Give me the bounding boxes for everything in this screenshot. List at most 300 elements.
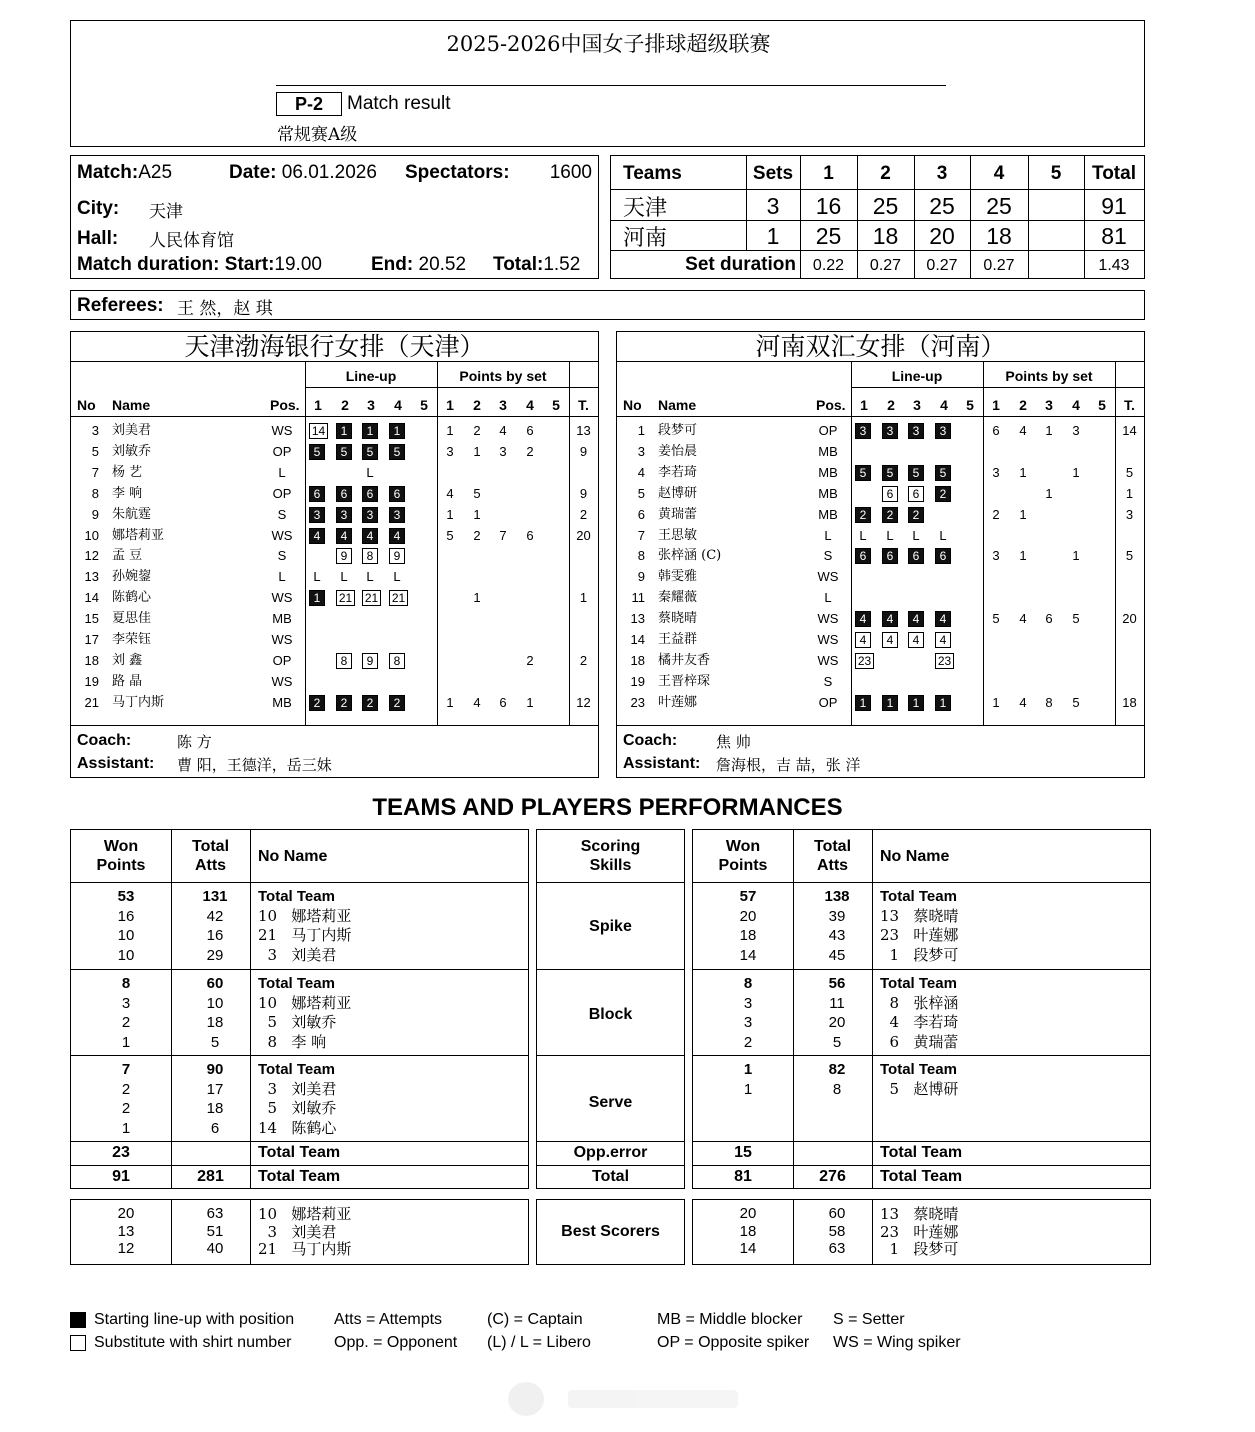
starting-position-box: 1: [336, 423, 352, 439]
player-no-name: 8 李 响: [258, 1032, 327, 1051]
total-atts-value: 90: [206, 1061, 224, 1078]
player-position: OP: [272, 486, 292, 501]
set-points: 5: [1072, 611, 1080, 626]
starting-position-box: 6: [389, 486, 405, 502]
player-no: 21: [84, 695, 99, 710]
substitute-number-box: 4: [935, 632, 951, 648]
won-points-value: 2: [121, 1100, 131, 1117]
legend-mb: MB = Middle blocker: [657, 1311, 803, 1328]
score-b-set2: 18: [872, 223, 899, 249]
player-total-points: 1: [1125, 486, 1134, 501]
libero-mark: L: [886, 528, 894, 543]
total-label: Total:: [493, 254, 544, 275]
substitute-number-box: 8: [336, 653, 352, 669]
col-set2: 2: [880, 163, 891, 184]
won-points-value: 2: [121, 1014, 131, 1031]
player-name: 王晋梓琛: [658, 674, 711, 689]
match-info-box: [70, 155, 599, 279]
player-no-name: 13 蔡晓晴: [880, 906, 959, 925]
team-b-col-name: Name: [658, 397, 697, 413]
team-a-lineup-header: Line-up: [345, 368, 397, 384]
player-no-name: 23 叶莲娜: [880, 926, 959, 944]
substitute-number-box: 14: [309, 423, 328, 439]
player-no: 6: [637, 507, 645, 522]
legend-opp: Opp. = Opponent: [334, 1334, 458, 1351]
starting-position-box: 6: [362, 486, 378, 502]
player-total-points: 9: [579, 444, 588, 459]
player-no: 8: [637, 548, 645, 563]
player-position: OP: [818, 423, 838, 438]
won-points-value: 53: [117, 888, 135, 905]
set-points: 1: [1045, 486, 1053, 501]
perf-a-points-header: Points: [96, 857, 146, 874]
starting-position-box: 2: [908, 507, 924, 523]
libero-mark: L: [393, 569, 401, 584]
won-points-value: 3: [121, 994, 131, 1012]
set-points: 4: [473, 695, 481, 710]
player-no: 9: [637, 569, 645, 584]
best-atts-value: 63: [206, 1205, 224, 1222]
starting-position-box: 2: [309, 695, 325, 711]
player-position: MB: [818, 486, 838, 501]
starting-position-box: 4: [389, 528, 405, 544]
starting-position-box: 5: [309, 444, 325, 460]
starting-position-box: 6: [855, 548, 871, 564]
player-no: 1: [637, 423, 645, 438]
skill-total: Total: [591, 1168, 630, 1185]
team-a-lineup-col1: 1: [314, 397, 322, 413]
player-name: 张梓涵 (C): [658, 548, 722, 563]
best-scorers-label-box: [536, 1199, 685, 1265]
player-position: L: [824, 528, 832, 543]
player-name: 娜塔莉亚: [112, 528, 165, 543]
perf-a-total-atts: 281: [197, 1168, 224, 1185]
player-no: 14: [84, 590, 99, 605]
total-atts-value: 18: [206, 1100, 224, 1117]
player-position: L: [278, 465, 286, 480]
player-total-points: 20: [576, 528, 591, 543]
score-b-set3: 20: [929, 223, 955, 249]
won-points-value: 8: [743, 975, 753, 992]
player-no-name: 5 赵博研: [880, 1079, 959, 1098]
team-b-lineup-col5: 5: [966, 397, 974, 413]
total-atts-value: 39: [828, 907, 846, 925]
won-points-value: 10: [117, 927, 135, 944]
player-name: 刘 鑫: [112, 653, 143, 668]
skill-spike: Spike: [589, 918, 632, 935]
best-scorers-team-b: [692, 1199, 1151, 1265]
total-value: 1.52: [543, 254, 581, 275]
starting-lineup-swatch: [70, 1312, 86, 1328]
score-a-set1: 16: [815, 193, 842, 219]
team-a-lineup-col3: 3: [367, 397, 375, 413]
set-points: 4: [499, 423, 507, 438]
player-position: WS: [271, 528, 293, 543]
player-total-points: 1: [579, 590, 588, 605]
referees-box: [70, 290, 1145, 320]
best-atts-value: 63: [828, 1240, 846, 1257]
player-position: WS: [817, 632, 839, 647]
player-total-points: 20: [1122, 611, 1137, 626]
set-points: 5: [1072, 695, 1080, 710]
perf-a-opperror-name: Total Team: [258, 1144, 341, 1161]
team-b-lineup-col2: 2: [887, 397, 895, 413]
substitute-swatch: [70, 1335, 86, 1351]
set-points: 4: [446, 486, 454, 501]
player-name: 夏思佳: [112, 611, 152, 626]
player-name: 叶莲娜: [658, 695, 698, 710]
starting-position-box: 2: [882, 507, 898, 523]
set-points: 3: [446, 444, 454, 459]
player-total-points: 12: [576, 695, 591, 710]
player-total-points: 5: [1125, 548, 1134, 563]
player-position: MB: [272, 611, 292, 626]
team-b-lineup-col1: 1: [860, 397, 868, 413]
substitute-number-box: 23: [935, 653, 954, 669]
player-no-name: 8 张梓涵: [880, 993, 959, 1012]
set-points: 1: [1019, 465, 1027, 480]
perf-b-total-name: Total Team: [880, 1168, 963, 1185]
team-a-points-col4: 4: [526, 397, 534, 413]
won-points-value: 1: [121, 1119, 131, 1137]
substitute-number-box: 23: [855, 653, 874, 669]
team-a-coach: 陈 方: [177, 733, 212, 751]
scoring-skills-column: [536, 829, 685, 1189]
best-atts-value: 51: [206, 1222, 224, 1240]
set-points: 8: [1045, 695, 1053, 710]
player-position: WS: [817, 569, 839, 584]
total-team-label: Total Team: [258, 975, 335, 992]
col-sets: Sets: [752, 163, 794, 184]
total-atts-value: 16: [206, 927, 224, 944]
player-name: 段梦可: [658, 423, 698, 438]
legend-libero: (L) / L = Libero: [487, 1334, 591, 1351]
player-name: 路 晶: [112, 674, 143, 689]
player-position: L: [278, 569, 286, 584]
libero-mark: L: [340, 569, 348, 584]
legend-ws: WS = Wing spiker: [833, 1334, 961, 1351]
player-position: WS: [271, 423, 293, 438]
duration-label: Match duration:: [77, 254, 220, 275]
player-no-name: 3 刘美君: [258, 945, 337, 964]
perf-a-won-header: Won: [103, 838, 139, 855]
starting-position-box: 1: [309, 590, 325, 606]
match-value: A25: [138, 162, 173, 183]
total-atts-value: 60: [206, 975, 224, 992]
match-label: Match:: [77, 162, 139, 183]
won-points-value: 2: [121, 1080, 131, 1098]
set-points: 1: [473, 590, 481, 605]
team-b-name: 河南双汇女排（河南）: [755, 332, 1006, 361]
starting-position-box: 4: [336, 528, 352, 544]
perf-a-total-name: Total Team: [258, 1168, 341, 1185]
starting-position-box: 1: [362, 423, 378, 439]
score-a-set2: 25: [872, 193, 899, 219]
best-atts-value: 58: [828, 1222, 846, 1240]
team-b-lineup-col3: 3: [913, 397, 921, 413]
player-total-points: 9: [579, 486, 588, 501]
set-points: 6: [499, 695, 507, 710]
spectators-value: 1600: [549, 162, 592, 183]
player-position: S: [277, 548, 287, 563]
team-b-points-col3: 3: [1045, 397, 1053, 413]
starting-position-box: 2: [362, 695, 378, 711]
substitute-number-box: 4: [908, 632, 924, 648]
legend-atts: Atts = Attempts: [334, 1311, 443, 1328]
score-sets-a: 3: [766, 193, 780, 219]
substitute-number-box: 9: [389, 548, 405, 564]
best-won-value: 12: [117, 1240, 135, 1257]
set-points: 1: [473, 444, 481, 459]
player-name: 孙婉鋆: [112, 569, 152, 584]
starting-position-box: 2: [336, 695, 352, 711]
total-atts-value: 45: [828, 946, 846, 964]
set-points: 2: [992, 507, 1000, 522]
team-b-coach: 焦 帅: [716, 733, 751, 751]
team-a-points-col3: 3: [499, 397, 507, 413]
total-atts-value: 18: [206, 1014, 224, 1031]
team-a-points-col2: 2: [473, 397, 481, 413]
starting-position-box: 6: [336, 486, 352, 502]
col-set3: 3: [936, 163, 948, 184]
best-player-no-name: 1 段梦可: [880, 1240, 959, 1258]
player-position: OP: [272, 653, 292, 668]
set-points: 1: [526, 695, 534, 710]
substitute-number-box: 4: [855, 632, 871, 648]
set-points: 1: [1019, 548, 1027, 563]
substitute-number-box: 6: [908, 486, 924, 502]
starting-position-box: 3: [855, 423, 871, 439]
set-points: 1: [992, 695, 1000, 710]
perf-a-total-won: 91: [112, 1168, 130, 1185]
starting-position-box: 1: [855, 695, 871, 711]
total-atts-value: 5: [210, 1033, 220, 1051]
player-total-points: 2: [579, 653, 588, 668]
starting-position-box: 6: [309, 486, 325, 502]
player-name: 赵博研: [658, 486, 698, 501]
performance-team-b: [692, 829, 1151, 1189]
team-a-col-total: T.: [578, 397, 589, 413]
substitute-number-box: 21: [362, 590, 381, 606]
total-atts-value: 138: [824, 888, 850, 905]
player-name: 刘敏乔: [112, 444, 152, 459]
starting-position-box: 6: [908, 548, 924, 564]
starting-position-box: 4: [855, 611, 871, 627]
hall-label: Hall:: [77, 228, 119, 249]
perf-b-total-atts: 276: [819, 1168, 846, 1185]
player-no-name: 10 娜塔莉亚: [258, 993, 352, 1012]
substitute-number-box: 4: [882, 632, 898, 648]
set-points: 6: [526, 423, 534, 438]
set-points: 3: [499, 444, 507, 459]
won-points-value: 3: [743, 994, 753, 1012]
starting-position-box: 2: [389, 695, 405, 711]
best-won-value: 20: [117, 1205, 135, 1222]
end-label: End:: [371, 254, 414, 275]
performance-team-a: [70, 829, 529, 1189]
libero-mark: L: [939, 528, 947, 543]
team-a-lineup-col2: 2: [341, 397, 349, 413]
total-atts-value: 131: [202, 888, 228, 905]
form-title: Match result: [347, 93, 451, 114]
libero-mark: L: [366, 569, 374, 584]
won-points-value: 8: [121, 975, 131, 992]
player-no-name: 5 刘敏乔: [258, 1013, 337, 1031]
player-position: S: [823, 548, 833, 563]
won-points-value: 1: [743, 1080, 753, 1098]
player-no-name: 21 马丁内斯: [258, 926, 352, 944]
won-points-value: 18: [739, 927, 757, 944]
set-points: 1: [446, 695, 454, 710]
header-box: [70, 20, 1145, 147]
perf-b-total-won: 81: [734, 1168, 752, 1185]
perf-a-opperror-won: 23: [112, 1144, 130, 1161]
perf-b-opperror-won: 15: [734, 1144, 752, 1161]
set-points: 5: [446, 528, 454, 543]
total-team-label: Total Team: [880, 888, 957, 905]
perf-a-noname-header: No Name: [258, 848, 328, 865]
set-points: 1: [473, 507, 481, 522]
city-label: City:: [77, 198, 120, 219]
team-b-col-pos: Pos.: [816, 397, 846, 413]
date-label: Date:: [229, 162, 277, 183]
team-a-points-col1: 1: [446, 397, 454, 413]
starting-position-box: 3: [362, 507, 378, 523]
player-name: 陈鹤心: [112, 590, 152, 605]
player-total-points: 13: [576, 423, 591, 438]
won-points-value: 7: [121, 1061, 131, 1078]
legend-op: OP = Opposite spiker: [657, 1334, 810, 1351]
legend-substitute: Substitute with shirt number: [94, 1334, 292, 1351]
libero-mark: L: [859, 528, 867, 543]
set-points: 1: [1072, 465, 1080, 480]
phase-label: 常规赛A级: [277, 125, 358, 145]
player-no-name: 4 李若琦: [880, 1013, 959, 1031]
player-name: 孟 豆: [112, 548, 143, 563]
score-table: [610, 155, 1145, 279]
starting-position-box: 5: [882, 465, 898, 481]
team-b-lineup-header: Line-up: [891, 368, 943, 384]
won-points-value: 57: [739, 888, 757, 905]
player-total-points: 18: [1122, 695, 1137, 710]
substitute-number-box: 21: [336, 590, 355, 606]
set-points: 2: [526, 444, 534, 459]
total-atts-value: 42: [206, 907, 224, 925]
player-position: S: [823, 674, 833, 689]
team-b-lineup-col4: 4: [940, 397, 948, 413]
player-no: 18: [630, 653, 645, 668]
player-no: 13: [630, 611, 645, 626]
start-label: Start:: [224, 254, 275, 275]
team-b-points-col4: 4: [1072, 397, 1080, 413]
col-total: Total: [1092, 163, 1136, 184]
starting-position-box: 5: [362, 444, 378, 460]
perf-b-points-header: Points: [718, 857, 768, 874]
team-a-points-col5: 5: [552, 397, 560, 413]
team-a-col-name: Name: [112, 397, 151, 413]
best-player-no-name: 3 刘美君: [258, 1222, 337, 1241]
player-no: 12: [84, 548, 99, 563]
player-name: 李荣钰: [112, 632, 152, 647]
team-a-assistant: 曹 阳，王德洋，岳三妹: [177, 756, 332, 774]
player-no: 15: [84, 611, 99, 626]
total-atts-value: 20: [828, 1014, 846, 1031]
legend-s: S = Setter: [833, 1311, 905, 1328]
set-points: 4: [1019, 423, 1027, 438]
starting-position-box: 3: [336, 507, 352, 523]
won-points-value: 1: [121, 1033, 131, 1051]
player-no: 7: [637, 528, 645, 543]
player-name: 姜怡晨: [658, 444, 698, 459]
player-no: 5: [637, 486, 645, 501]
league-title: 2025-2026中国女子排球超级联赛: [446, 32, 771, 56]
perf-b-noname-header: No Name: [880, 848, 950, 865]
player-no-name: 3 刘美君: [258, 1079, 337, 1098]
player-no-name: 6 黄瑞蕾: [880, 1032, 959, 1051]
libero-mark: L: [366, 465, 374, 480]
set-points: 5: [473, 486, 481, 501]
set-points: 2: [526, 653, 534, 668]
starting-position-box: 5: [389, 444, 405, 460]
set-points: 7: [499, 528, 507, 543]
col-set4: 4: [993, 163, 1005, 184]
total-atts-value: 10: [206, 994, 224, 1012]
city-value: 天津: [149, 202, 183, 222]
player-no: 9: [91, 507, 99, 522]
starting-position-box: 5: [935, 465, 951, 481]
total-team-label: Total Team: [258, 1061, 335, 1078]
hall-value: 人民体育馆: [149, 231, 234, 251]
player-no: 3: [637, 444, 645, 459]
player-total-points: 14: [1122, 423, 1137, 438]
total-atts-value: 56: [828, 975, 846, 992]
total-atts-value: 29: [206, 946, 224, 964]
won-points-value: 16: [117, 907, 135, 925]
set-duration-4: 0.27: [983, 257, 1015, 274]
skill-serve: Serve: [588, 1094, 633, 1111]
player-name: 刘美君: [112, 423, 152, 438]
set-points: 2: [473, 423, 481, 438]
won-points-value: 1: [743, 1061, 753, 1078]
total-team-label: Total Team: [880, 1061, 957, 1078]
player-name: 王思敏: [658, 528, 698, 543]
player-position: L: [824, 590, 832, 605]
set-points: 3: [992, 548, 1000, 563]
player-position: WS: [271, 632, 293, 647]
best-scorers-team-a: [70, 1199, 529, 1265]
legend-starting: Starting line-up with position: [94, 1311, 295, 1328]
set-points: 1: [1072, 548, 1080, 563]
player-name: 韩雯雅: [658, 569, 698, 584]
set-points: 3: [1072, 423, 1080, 438]
set-duration-label: Set duration: [685, 254, 796, 275]
starting-position-box: 1: [935, 695, 951, 711]
starting-position-box: 2: [935, 486, 951, 502]
score-a-set4: 25: [986, 193, 1012, 219]
team-b-assistant: 詹海根，吉 喆，张 洋: [716, 756, 861, 774]
substitute-number-box: 8: [389, 653, 405, 669]
starting-position-box: 4: [309, 528, 325, 544]
starting-position-box: 3: [389, 507, 405, 523]
player-no-name: 14 陈鹤心: [258, 1118, 337, 1137]
player-name: 李 响: [112, 486, 143, 501]
set-duration-2: 0.27: [869, 257, 902, 274]
player-no: 14: [630, 632, 645, 647]
substitute-number-box: 21: [389, 590, 408, 606]
player-position: S: [277, 507, 287, 522]
set-points: 5: [992, 611, 1000, 626]
player-no: 17: [84, 632, 99, 647]
